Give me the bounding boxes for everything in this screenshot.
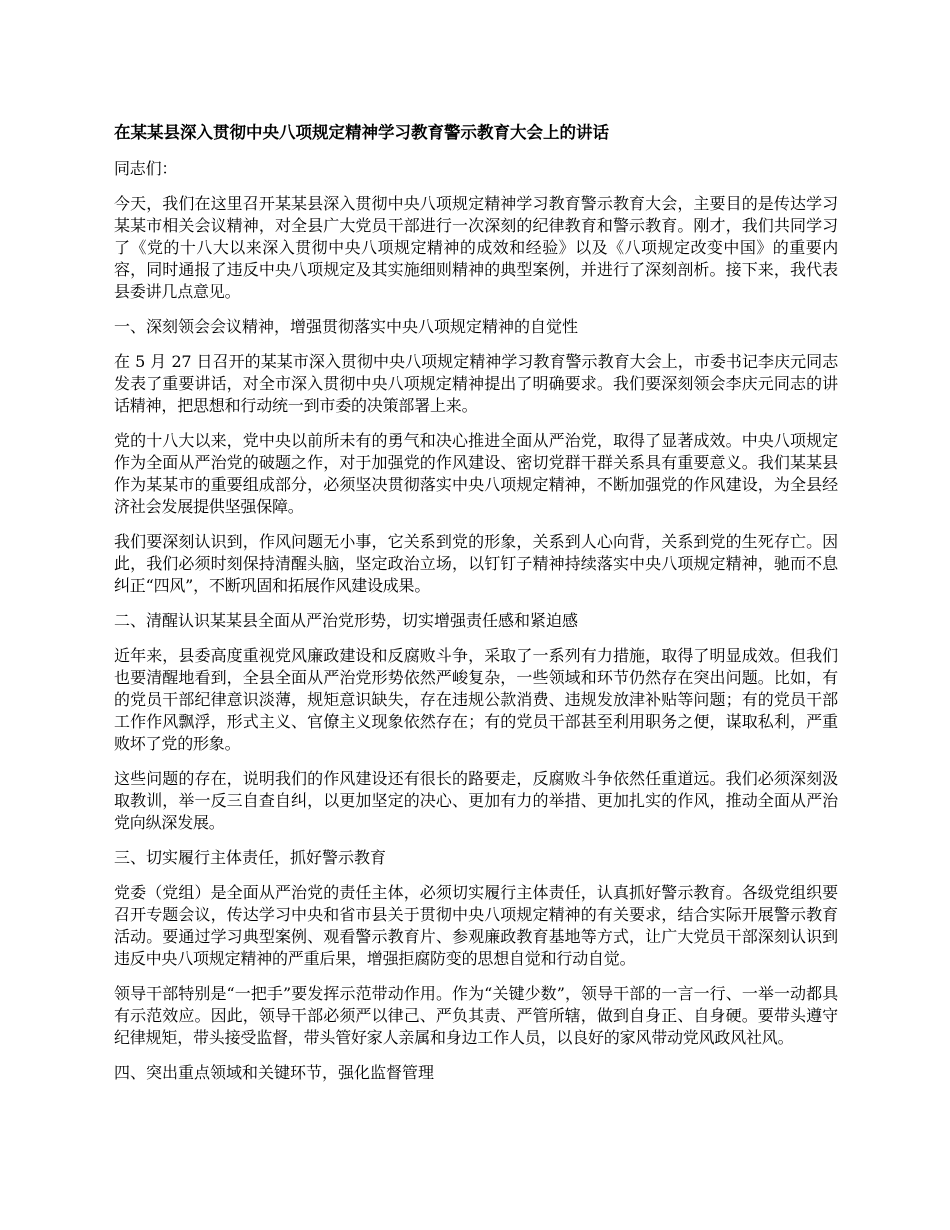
section-heading-4: 四、突出重点领域和关键环节，强化监督管理 bbox=[114, 1063, 435, 1082]
paragraph: 近年来，县委高度重视党风廉政建设和反腐败斗争，采取了一系列有力措施，取得了明显成效。但我们也要清醒地看到，全县全面从严治党形势依然严峻复杂，一些领域和环节仍然存在突出问题。比如，有的党员干部纪律意识淡薄，规矩意识缺失，存在违规公款消费、违规发放津补贴等问题；有的党员干部工作作风飘浮，形式主义、官僚主义现象依然存在；有的党员干部甚至利用职务之便，谋取私利，严重败坏了党的形象。 bbox=[114, 646, 838, 753]
section-heading-3: 三、切实履行主体责任，抓好警示教育 bbox=[114, 848, 387, 867]
section-heading-2: 二、清醒认识某某县全面从严治党形势，切实增强责任感和紧迫感 bbox=[114, 611, 579, 630]
document-page bbox=[114, 122, 838, 1097]
paragraph: 这些问题的存在，说明我们的作风建设还有很长的路要走，反腐败斗争依然任重道远。我们必须深刻汲取教训，举一反三自查自纠，以更加坚定的决心、更加有力的举措、更加扎实的作风，推动全面从严治党向纵深发展。 bbox=[114, 769, 838, 832]
paragraph: 党委（党组）是全面从严治党的责任主体，必须切实履行主体责任，认真抓好警示教育。各级党组织要召开专题会议，传达学习中央和省市县关于贯彻中央八项规定精神的有关要求，结合实际开展警示教育活动。要通过学习典型案例、观看警示教育片、参观廉政教育基地等方式，让广大党员干部深刻认识到违反中央八项规定精神的严重后果，增强拒腐防变的思想自觉和行动自觉。 bbox=[114, 883, 838, 968]
paragraph: 在 5 月 27 日召开的某某市深入贯彻中央八项规定精神学习教育警示教育大会上，市委书记李庆元同志发表了重要讲话，对全市深入贯彻中央八项规定精神提出了明确要求。我们要深刻领会李庆元同志的讲话精神，把思想和行动统一到市委的决策部署上来。 bbox=[114, 352, 838, 415]
paragraph: 党的十八大以来，党中央以前所未有的勇气和决心推进全面从严治党，取得了显著成效。中央八项规定作为全面从严治党的破题之作，对于加强党的作风建设、密切党群干群关系具有重要意义。我们某某县作为某某市的重要组成部分，必须坚决贯彻落实中央八项规定精神，不断加强党的作风建设，为全县经济社会发展提供坚强保障。 bbox=[114, 431, 838, 516]
paragraph: 我们要深刻认识到，作风问题无小事，它关系到党的形象，关系到人心向背，关系到党的生死存亡。因此，我们必须时刻保持清醒头脑，坚定政治立场，以钉钉子精神持续落实中央八项规定精神，驰而不息纠正“四风”，不断巩固和拓展作风建设成果。 bbox=[114, 532, 838, 595]
paragraph: 领导干部特别是“一把手”要发挥示范带动作用。作为“关键少数”，领导干部的一言一行、一举一动都具有示范效应。因此，领导干部必须严以律己、严负其责、严管所辖，做到自身正、自身硬。要带头遵守纪律规矩，带头接受监督，带头管好家人亲属和身边工作人员，以良好的家风带动党风政风社风。 bbox=[114, 984, 838, 1047]
document-title: 在某某县深入贯彻中央八项规定精神学习教育警示教育大会上的讲话 bbox=[114, 123, 609, 142]
paragraph-intro: 今天，我们在这里召开某某县深入贯彻中央八项规定精神学习教育警示教育大会，主要目的是传达学习某某市相关会议精神，对全县广大党员干部进行一次深刻的纪律教育和警示教育。刚才，我们共同学习了《党的十八大以来深入贯彻中央八项规定精神的成效和经验》以及《八项规定改变中国》的重要内容，同时通报了违反中央八项规定及其实施细则精神的典型案例，并进行了深刻剖析。接下来，我代表县委讲几点意见。 bbox=[114, 194, 838, 301]
section-heading-1: 一、深刻领会会议精神，增强贯彻落实中央八项规定精神的自觉性 bbox=[114, 317, 579, 336]
salutation: 同志们： bbox=[114, 159, 178, 178]
